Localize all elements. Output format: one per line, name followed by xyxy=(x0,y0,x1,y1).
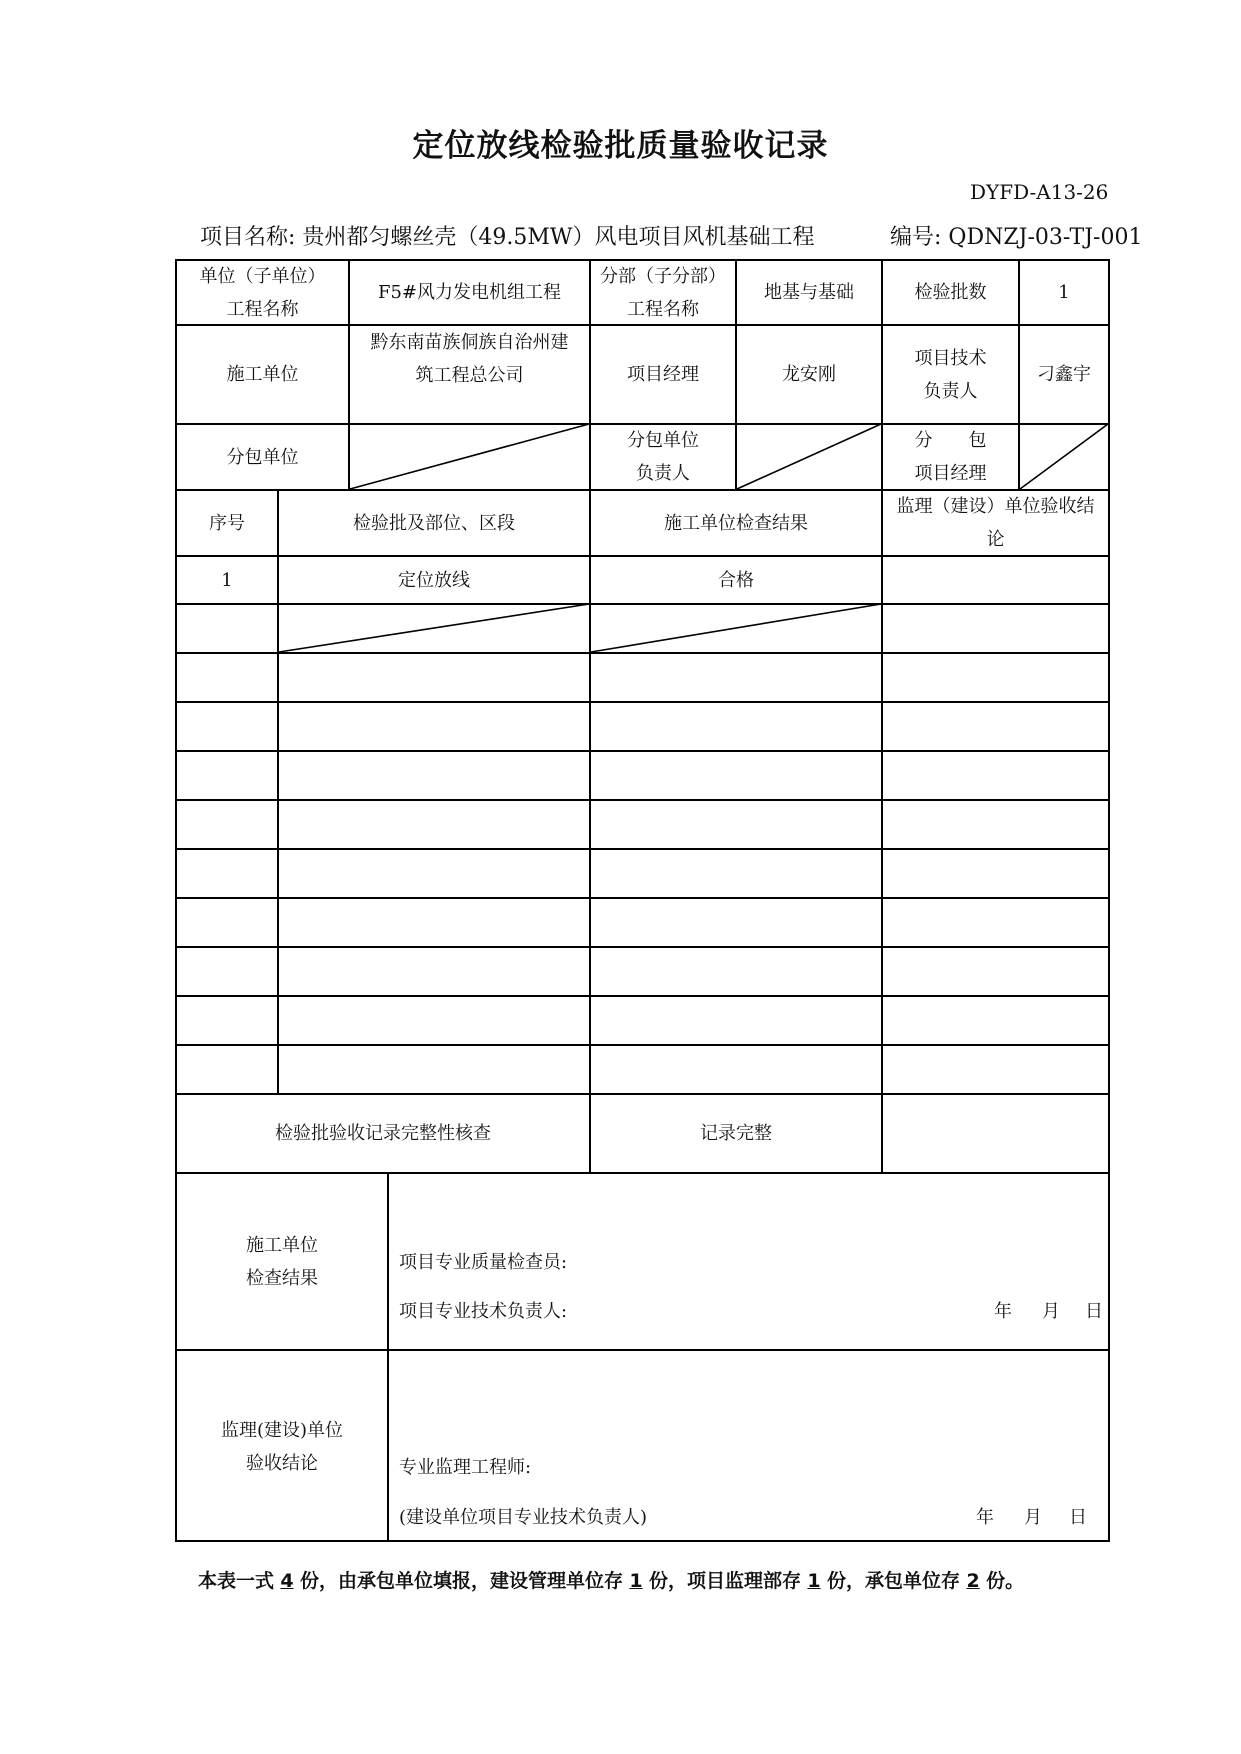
sub-project-label-line1: 分部（子分部） xyxy=(600,265,726,287)
footer-text: 份。 xyxy=(986,1570,1025,1592)
sub-lead-label-line2: 负责人 xyxy=(636,463,690,484)
form-code: DYFD-A13-26 xyxy=(970,180,1109,204)
unit-project-value: F5#风力发电机组工程 xyxy=(377,282,562,303)
supervisor-date-year: 年 xyxy=(976,1507,994,1528)
contractor-label: 施工单位 xyxy=(226,364,299,385)
project-label: 项目名称: xyxy=(200,225,296,250)
tech-lead-value: 刁鑫宇 xyxy=(1037,364,1091,385)
footer-text: 份，承包单位存 xyxy=(827,1570,961,1592)
contractor-date-year: 年 xyxy=(994,1301,1012,1322)
copies-supervisor: 1 xyxy=(807,1570,821,1592)
col-header-section: 检验批及部位、区段 xyxy=(353,512,515,534)
contractor-date-day: 日 xyxy=(1085,1301,1103,1322)
supervisor-check-label xyxy=(177,1351,387,1542)
sub-project-label xyxy=(591,261,735,324)
contractor-check-label-line1: 施工单位 xyxy=(246,1234,318,1256)
contractor-value-line2: 筑工程总公司 xyxy=(415,365,524,386)
sub-lead-label-line1: 分包单位 xyxy=(627,430,699,451)
completeness-label: 检验批验收记录完整性核查 xyxy=(275,1123,491,1144)
unit-project-label-line1: 单位（子单位） xyxy=(199,265,326,287)
strike-line xyxy=(591,604,881,652)
strike-line xyxy=(1020,424,1108,489)
col-header-supervisor xyxy=(883,491,1108,555)
table-row-section: 定位放线 xyxy=(398,569,470,591)
contractor-value-line1: 黔东南苗族侗族自治州建 xyxy=(370,332,569,353)
supervisor-date-month: 月 xyxy=(1024,1507,1042,1528)
subcontractor-label: 分包单位 xyxy=(226,446,299,468)
project-name: 贵州都匀螺丝壳（49.5MW）风电项目风机基础工程 xyxy=(302,225,815,250)
strike-line xyxy=(350,424,589,489)
owner-tech-lead-label: (建设单位项目专业技术负责人) xyxy=(399,1507,648,1528)
footer-text: 份，项目监理部存 xyxy=(649,1570,802,1592)
distribution-note xyxy=(198,1566,1024,1593)
contractor-value xyxy=(350,326,589,423)
supervisor-check-label-line1: 监理(建设)单位 xyxy=(220,1419,344,1441)
tech-lead-label-line1: 项目技术 xyxy=(914,347,987,369)
sub-project-value: 地基与基础 xyxy=(764,282,854,303)
strike-line xyxy=(279,604,589,652)
table-row-supervisor xyxy=(883,557,1108,603)
contractor-check-label-line2: 检查结果 xyxy=(246,1267,318,1289)
completeness-value: 记录完整 xyxy=(700,1123,772,1144)
copies-contractor: 2 xyxy=(966,1570,980,1592)
copies-total: 4 xyxy=(280,1570,294,1592)
tech-lead-label-line2: 负责人 xyxy=(923,380,978,402)
table-row-no: 1 xyxy=(221,569,233,591)
copies-owner: 1 xyxy=(629,1570,643,1592)
table-row-result: 合格 xyxy=(718,569,754,591)
project-line xyxy=(200,220,1143,251)
col-header-supervisor-line1: 监理（建设）单位验收结 xyxy=(896,496,1095,517)
col-header-no: 序号 xyxy=(209,512,245,534)
project-number-group xyxy=(890,220,1142,251)
col-header-supervisor-line2: 论 xyxy=(986,529,1005,550)
sub-project-label-line2: 工程名称 xyxy=(627,298,699,320)
pm-value: 龙安刚 xyxy=(782,364,836,385)
batch-count-value: 1 xyxy=(1058,282,1070,303)
footer-text: 本表一式 xyxy=(198,1570,275,1592)
sub-pm-label xyxy=(883,425,1018,489)
tech-lead-label xyxy=(883,326,1018,423)
supervising-engineer-label: 专业监理工程师: xyxy=(399,1457,532,1478)
sub-pm-label-line1: 分 包 xyxy=(914,430,987,451)
project-number: QDNZJ-03-TJ-001 xyxy=(948,225,1143,250)
project-number-label: 编号: xyxy=(890,225,942,250)
footer-text: 份，由承包单位填报，建设管理单位存 xyxy=(300,1570,624,1592)
sub-lead-label xyxy=(591,425,735,489)
tech-lead-sign-label: 项目专业技术负责人: xyxy=(399,1301,568,1322)
strike-line xyxy=(737,424,881,489)
unit-project-label xyxy=(177,261,348,324)
quality-inspector-label: 项目专业质量检查员: xyxy=(399,1252,568,1273)
unit-project-label-line2: 工程名称 xyxy=(226,298,299,320)
batch-count-label: 检验批数 xyxy=(914,282,987,303)
supervisor-check-label-line2: 验收结论 xyxy=(246,1452,318,1474)
supervisor-date-day: 日 xyxy=(1069,1507,1087,1528)
contractor-date-month: 月 xyxy=(1042,1301,1060,1322)
page-title: 定位放线检验批质量验收记录 xyxy=(412,128,829,164)
sub-pm-label-line2: 项目经理 xyxy=(914,463,987,484)
col-header-result: 施工单位检查结果 xyxy=(664,512,808,534)
pm-label: 项目经理 xyxy=(627,364,699,385)
contractor-check-label xyxy=(177,1174,387,1349)
inspection-record-table xyxy=(175,259,1110,1542)
